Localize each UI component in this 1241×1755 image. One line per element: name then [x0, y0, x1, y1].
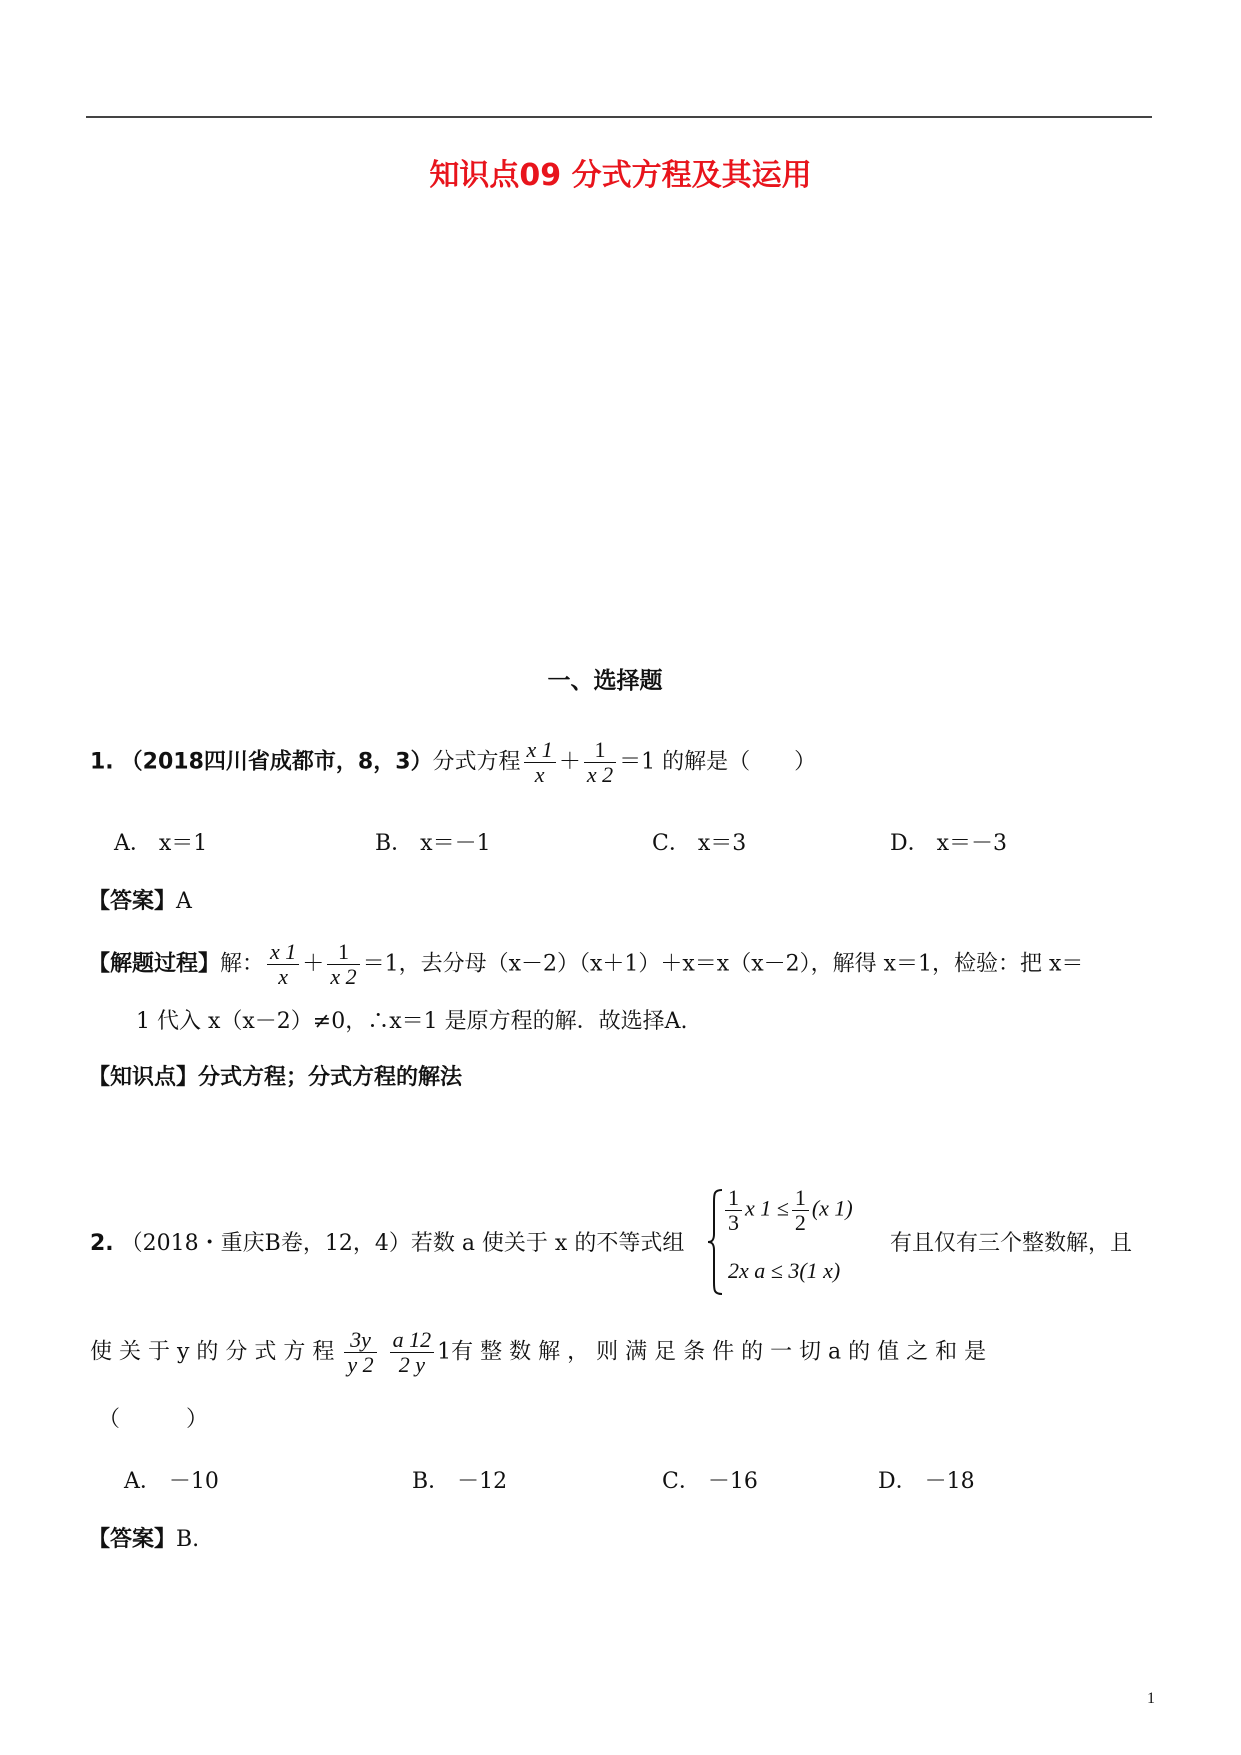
- option-d: D． x＝－3: [890, 831, 1008, 856]
- option-a: A． －10: [124, 1469, 219, 1494]
- header-rule: [86, 116, 1152, 118]
- page-number: 1: [1147, 1690, 1155, 1707]
- section-heading: 一、选择题: [547, 668, 663, 694]
- fraction: $\frac{a 12}{2 y}$: [390, 1328, 435, 1377]
- question-stem: 若数 a 使关于 x 的不等式组: [410, 1231, 685, 1256]
- fraction: $\frac{3y}{y 2}$: [344, 1328, 376, 1377]
- page-title: 知识点09 分式方程及其运用: [429, 158, 812, 193]
- answer-label: 【答案】: [88, 1527, 177, 1552]
- solution-process-line2: 1 代入 x（x－2）≠0，∴x＝1 是原方程的解．故选择A.: [136, 1009, 688, 1034]
- question-source: （2018・重庆B卷，12，4）: [120, 1231, 411, 1256]
- answer-value: A: [176, 889, 192, 914]
- question-number: 1.: [90, 749, 114, 775]
- option-b: B． x＝－1: [375, 831, 491, 856]
- solution-process: 【解题过程】解： $\frac{x 1}{x}$ ＋ $\frac{1}{x 2}$ ＝1，去分母（x－2）（x＋1）＋x＝x（x－2），解得 x＝1，检验：把 x＝: [88, 939, 1084, 990]
- answer-paren: （ ）: [98, 1407, 209, 1432]
- option-a: A． x＝1: [114, 831, 208, 856]
- question-source: （2018四川省成都市，8，3）: [120, 749, 433, 775]
- question-stem: 分式方程: [432, 749, 521, 775]
- option-d: D． －18: [878, 1469, 975, 1494]
- question-1: 1. （2018四川省成都市，8，3）分式方程 $\frac{x 1}{x}$ ＋ $\frac{1}{x 2}$ ＝1 的解是（ ）: [90, 737, 817, 788]
- process-label: 【解题过程】: [88, 951, 221, 977]
- question-stem-tail: ＝1 的解是（ ）: [619, 749, 817, 775]
- answer-label: 【答案】: [88, 889, 177, 914]
- fraction: $\frac{1}{x 2}$: [584, 738, 616, 787]
- question-2-lead: [90, 1226, 684, 1257]
- option-c: C． －16: [662, 1469, 758, 1494]
- inequality-row-1: $\frac{1}{3}$ x 1 ≤ $\frac{1}{2}$ (x 1): [722, 1186, 853, 1235]
- fraction: $\frac{1}{x 2}$: [327, 940, 359, 989]
- fraction: $\frac{x 1}{x}$: [524, 738, 556, 787]
- question-number: 2.: [90, 1231, 114, 1256]
- answer-value: B.: [176, 1527, 200, 1552]
- knowledge-label: 【知识点】: [88, 1065, 199, 1090]
- option-c: C． x＝3: [652, 831, 747, 856]
- answer-line: [88, 1522, 199, 1553]
- answer-line: [88, 884, 192, 915]
- question-2-line2: 使 关 于 y 的 分 式 方 程 $\frac{3y}{y 2}$ $\frac{a 12}{2 y}$ 1有 整 数 解 ， 则 满 足 条 件 的 一 切 a 的 值 之 和 是: [90, 1327, 987, 1378]
- knowledge-point: 【知识点】分式方程；分式方程的解法: [88, 1065, 463, 1090]
- inequality-row-2: 2x a ≤ 3(1 x): [728, 1258, 841, 1283]
- fraction: $\frac{x 1}{x}$: [267, 940, 299, 989]
- question-2-stem-b: 有且仅有三个整数解，且: [890, 1231, 1133, 1256]
- option-b: B． －12: [412, 1469, 508, 1494]
